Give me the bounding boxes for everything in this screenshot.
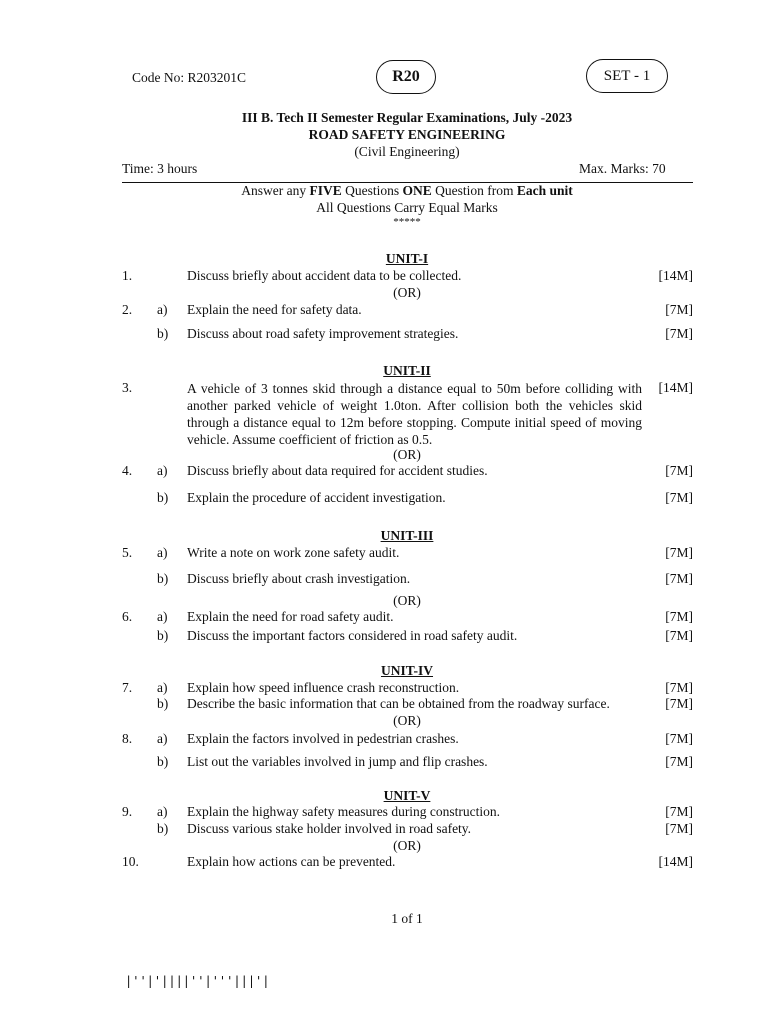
q4b-text: Explain the procedure of accident investigation.: [187, 490, 446, 505]
q3-text: A vehicle of 3 tonnes skid through a distance equal to 50m before colliding with another parked vehicle of weight 1.0ton. After collision both the vehicles skid through a distance equal to 12m before stopping. Compute initial speed of moving vehicle. Assume coefficient of friction as 0.5.: [187, 381, 642, 447]
q2b-marks: [7M]: [665, 326, 693, 341]
q9b-text: Discuss various stake holder involved in road safety.: [187, 821, 472, 836]
q6b-label: b): [157, 628, 169, 643]
branch-name: (Civil Engineering): [354, 144, 460, 159]
q2a-marks: [7M]: [665, 302, 693, 317]
q10-marks: [14M]: [658, 854, 693, 869]
or-separator: (OR): [393, 285, 421, 300]
unit-2-heading: UNIT-II: [383, 363, 431, 378]
exam-duration: Time: 3 hours: [122, 161, 198, 176]
q7-number: 7.: [122, 680, 133, 695]
q2b-label: b): [157, 326, 169, 341]
q4a-label: a): [157, 463, 168, 478]
q8a-label: a): [157, 731, 168, 746]
q9a-text: Explain the highway safety measures during construction.: [187, 804, 501, 819]
unit-5-heading: UNIT-V: [383, 788, 431, 803]
q8b-text: List out the variables involved in jump and flip crashes.: [187, 754, 488, 769]
q5b-marks: [7M]: [665, 571, 693, 586]
or-separator: (OR): [393, 838, 421, 853]
subject-title: ROAD SAFETY ENGINEERING: [308, 127, 506, 142]
q4b-marks: [7M]: [665, 490, 693, 505]
q8a-marks: [7M]: [665, 731, 693, 746]
q7b-text: Describe the basic information that can be obtained from the roadway surface.: [187, 696, 610, 711]
q5b-text: Discuss briefly about crash investigation.: [187, 571, 411, 586]
q8b-marks: [7M]: [665, 754, 693, 769]
q6a-text: Explain the need for road safety audit.: [187, 609, 394, 624]
unit-4-heading: UNIT-IV: [380, 663, 434, 678]
q6b-marks: [7M]: [665, 628, 693, 643]
or-separator: (OR): [393, 593, 421, 608]
barcode-text: |''|'||||''|'''|||'|: [125, 974, 270, 988]
or-separator: (OR): [393, 447, 421, 462]
q5a-text: Write a note on work zone safety audit.: [187, 545, 400, 560]
q1-text: Discuss briefly about accident data to be collected.: [187, 268, 462, 283]
q10-number: 10.: [122, 854, 139, 869]
q4-number: 4.: [122, 463, 133, 478]
q3-number: 3.: [122, 380, 133, 395]
q2a-text: Explain the need for safety data.: [187, 302, 362, 317]
unit-1-heading: UNIT-I: [385, 251, 429, 266]
q7b-marks: [7M]: [665, 696, 693, 711]
q8a-text: Explain the factors involved in pedestrian crashes.: [187, 731, 459, 746]
stars-separator: *****: [393, 216, 421, 228]
q4a-text: Discuss briefly about data required for accident studies.: [187, 463, 488, 478]
code-number: Code No: R203201C: [132, 70, 247, 85]
q4a-marks: [7M]: [665, 463, 693, 478]
q7a-label: a): [157, 680, 168, 695]
q6-number: 6.: [122, 609, 133, 624]
exam-title: III B. Tech II Semester Regular Examinations, July -2023: [241, 110, 573, 125]
q9a-label: a): [157, 804, 168, 819]
q6a-marks: [7M]: [665, 609, 693, 624]
instructions-line-2: All Questions Carry Equal Marks: [316, 200, 498, 215]
q8-number: 8.: [122, 731, 133, 746]
instr-five: FIVE: [309, 183, 342, 198]
q5-number: 5.: [122, 545, 133, 560]
max-marks: Max. Marks: 70: [579, 161, 666, 176]
q1-marks: [14M]: [658, 268, 693, 283]
or-separator: (OR): [393, 713, 421, 728]
q6a-label: a): [157, 609, 168, 624]
q7b-label: b): [157, 696, 169, 711]
q7a-text: Explain how speed influence crash reconstruction.: [187, 680, 460, 695]
q4b-label: b): [157, 490, 169, 505]
instructions-line-1: [0, 183, 768, 199]
q1-number: 1.: [122, 268, 133, 283]
instr-text: Question from: [431, 183, 517, 198]
q8b-label: b): [157, 754, 169, 769]
q5b-label: b): [157, 571, 169, 586]
q2a-label: a): [157, 302, 168, 317]
q9b-label: b): [157, 821, 169, 836]
q9a-marks: [7M]: [665, 804, 693, 819]
regulation-badge: R20: [376, 60, 436, 94]
page-number: 1 of 1: [391, 911, 423, 926]
q2b-text: Discuss about road safety improvement strategies.: [187, 326, 459, 341]
q9b-marks: [7M]: [665, 821, 693, 836]
set-badge: SET - 1: [586, 59, 668, 93]
instr-text: Answer any: [241, 183, 310, 198]
q9-number: 9.: [122, 804, 133, 819]
instr-text: Questions: [341, 183, 403, 198]
q5a-label: a): [157, 545, 168, 560]
unit-3-heading: UNIT-III: [380, 528, 434, 543]
q7a-marks: [7M]: [665, 680, 693, 695]
instr-one: ONE: [402, 183, 432, 198]
q10-text: Explain how actions can be prevented.: [187, 854, 396, 869]
q5a-marks: [7M]: [665, 545, 693, 560]
instr-each-unit: Each unit: [516, 183, 573, 198]
q3-marks: [14M]: [658, 380, 693, 395]
q2-number: 2.: [122, 302, 133, 317]
q6b-text: Discuss the important factors considered in road safety audit.: [187, 628, 518, 643]
